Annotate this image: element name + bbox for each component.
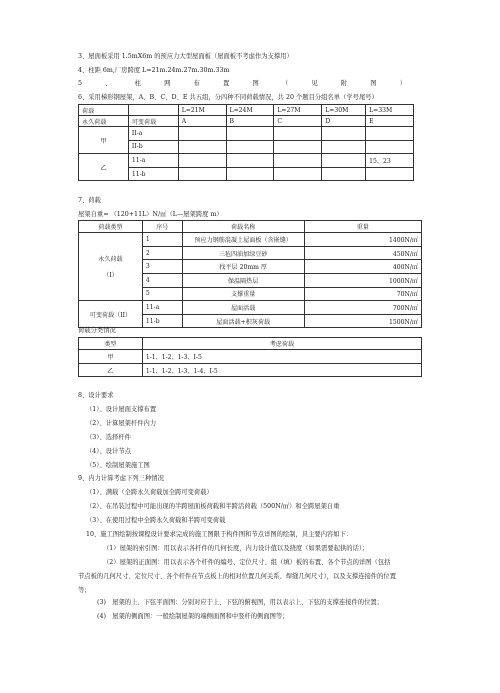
section-8-title: 8、设计要求 — [78, 392, 114, 399]
combo-title: 荷载分类情况 — [78, 327, 116, 334]
load-combination-table — [78, 337, 422, 377]
paragraph: （2）屋架的正面图：用以表示各个杆件的编号、定位尺寸、组（填）板的布置、各个节点的详图（包括 — [103, 559, 391, 566]
requirement-6: 6、采用梯形钢屋架，A、B、C、D、E 共五组，分四种不同荷载情况，共 20 个题目分组名单（学号尾号） — [78, 94, 378, 101]
paragraph: 节点板的几何尺寸、定位尺寸、各个杆件在节点板上的相对位置几何关系、焊缝几何尺寸），以及支撑连接件的位置 — [78, 573, 396, 580]
table-row: 甲 1-1、1-2、1-3、I-5 — [79, 350, 422, 364]
list-item: （5）、绘制屋架施工图 — [86, 462, 150, 469]
list-item: （1）、设计屋面支撑布置 — [86, 406, 157, 413]
list-item: （1）、满载（全跨永久荷载加全跨可变荷载） — [86, 489, 213, 496]
permanent-load-label: 永久荷载 （I） — [79, 233, 143, 301]
load-table — [78, 220, 422, 328]
table-header-row: 荷载类型 序号 荷载名称 重量 — [79, 221, 422, 233]
paragraph: (4) 屋架的侧面图：一般绘制屋架的端侧面图和中竖杆的侧面图等； — [97, 613, 289, 620]
section-9-title: 9、内力计算考虑下列三种情况 — [78, 475, 164, 482]
group-assignment-table — [78, 104, 414, 181]
requirement-5: 5 、 柱 网 布 置 图 （ 见 附 图 ） — [78, 80, 406, 87]
requirement-4: 4、柱距 6m,厂房跨度 L=21m.24m.27m.30m.33m — [78, 67, 230, 74]
list-item: （2）、计算屋架杆件内力 — [86, 420, 157, 427]
table-row: 永久荷载 （I） 1 预应力钢筋混凝土屋面板（含嵌缝） 1400N/㎡ — [79, 233, 422, 247]
list-item: （4）、设计节点 — [86, 448, 131, 455]
list-item: （3）、选择杆件 — [86, 434, 131, 441]
section-7-title: 7、荷载 — [78, 197, 101, 204]
paragraph: （1）屋架的索引图：用以表示各杆件的几何长度，内力设计值以及挠度（如果需要起拱的话）； — [103, 545, 369, 552]
table-row: 11-b — [79, 167, 414, 181]
table-row: 可变荷载（II） 11-a 屋面活载 700N/㎡ — [79, 301, 422, 315]
table-row: 乙 11-a 15、23 — [79, 154, 414, 168]
self-weight-formula: 屋架自重= （120+11L）N/㎡（L—屋架跨度 m） — [78, 211, 223, 218]
list-item: （2）、在吊装过程中可能出现的半跨屋面板荷载和半跨活荷载（500N/㎡）和全跨屋架自重 — [86, 503, 340, 510]
table-header-row: 类型 考虑荷载 — [79, 338, 422, 350]
table-row: 4 保温隔热层 1000N/㎡ — [79, 274, 422, 288]
requirement-3: 3、屋面板采用 1.5mX6m 的预应力大型屋面板（屋面板不考虑作为支撑用） — [78, 53, 293, 60]
paragraph: 等； — [78, 587, 91, 594]
table-header-row: 永久荷载 可变荷载 A B C D E — [79, 116, 414, 127]
table-row: 11-b 屋面活载+积灰荷载 1500N/㎡ — [79, 314, 422, 328]
table-row: 甲 ⅠⅠ-a — [79, 127, 414, 141]
table-row: ⅠⅠ-b — [79, 140, 414, 154]
table-row: 5 支撑重量 70N/㎡ — [79, 287, 422, 301]
paragraph: (3) 屋架的上、下弦平面图：分别对应于上、下弦的俯视图，用以表示上、下弦的支撑连接件的位置； — [97, 599, 383, 606]
table-row: 2 三毡四油加绿豆砂 450N/㎡ — [79, 246, 422, 260]
list-item: （3）、在使用过程中全跨永久荷载和半跨可变荷载 — [86, 517, 226, 524]
table-row: 3 找平层 20mm 厚 400N/㎡ — [79, 260, 422, 274]
section-10-title: 10、施工图绘制按课程设计要求完成的施工图限于构件图和节点详图的绘制，具主要内容如下： — [86, 531, 353, 538]
table-row: 乙 1-1、1-2、1-3、1-4、I-5 — [79, 363, 422, 377]
table-header-row: 荷载 L=21M L=24M L=27M L=30M L=33M — [79, 105, 414, 116]
